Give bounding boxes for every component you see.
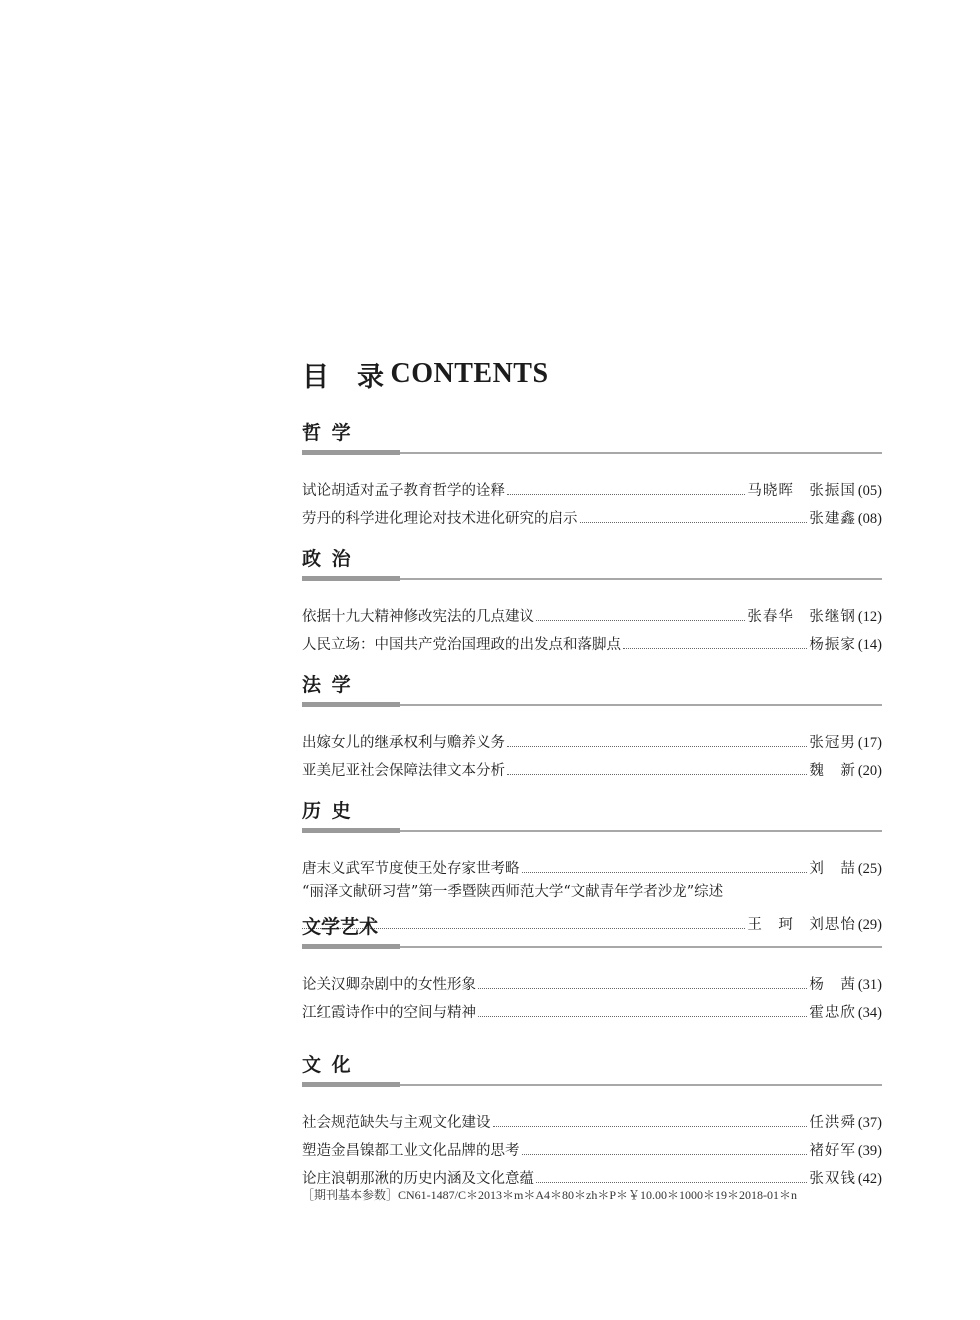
section-heading: 文学艺术 — [302, 916, 379, 938]
toc-title-chinese: 目 录 — [302, 361, 385, 393]
entry-page: (14) — [857, 637, 882, 653]
entry-title: 人民立场：中国共产党治国理政的出发点和落脚点 — [302, 637, 621, 653]
toc-entry[interactable] — [302, 966, 882, 994]
entry-authors: 魏 新 — [809, 763, 856, 779]
dot-leader — [623, 648, 807, 649]
section-law — [302, 672, 882, 780]
toc-entry[interactable] — [302, 850, 882, 878]
dot-leader — [507, 746, 807, 747]
entry-title: 依据十九大精神修改宪法的几点建议 — [302, 609, 534, 625]
dot-leader — [478, 1016, 807, 1017]
dot-leader — [536, 620, 745, 621]
entry-authors: 张春华 张继钢 — [747, 609, 856, 625]
toc-title — [302, 352, 882, 396]
section-literature-art — [302, 914, 882, 1022]
entry-page: (20) — [857, 763, 882, 779]
toc-entry[interactable] — [302, 626, 882, 654]
section-heading: 哲 学 — [302, 422, 353, 444]
toc-entry[interactable] — [302, 724, 882, 752]
section-heading: 历 史 — [302, 800, 353, 822]
entry-page: (12) — [857, 609, 882, 625]
section-rule — [302, 828, 882, 834]
entry-title: 出嫁女儿的继承权利与赡养义务 — [302, 735, 505, 751]
entry-page: (08) — [857, 511, 882, 527]
toc-entry[interactable] — [302, 1132, 882, 1160]
entry-title: 论庄浪朝那湫的历史内涵及文化意蕴 — [302, 1171, 534, 1187]
dot-leader — [478, 988, 807, 989]
toc-title-english: CONTENTS — [390, 358, 549, 389]
section-philosophy — [302, 420, 882, 528]
entry-page: (25) — [857, 861, 882, 877]
entry-authors: 马晓晖 张振国 — [747, 483, 856, 499]
entry-title: 亚美尼亚社会保障法律文本分析 — [302, 763, 505, 779]
entry-page: (34) — [857, 1005, 882, 1021]
dot-leader — [522, 1154, 808, 1155]
entry-authors: 张建鑫 — [809, 511, 856, 527]
entry-title: 塑造金昌镍都工业文化品牌的思考 — [302, 1143, 520, 1159]
entry-authors: 褚好军 — [809, 1143, 856, 1159]
entry-title: 江红霞诗作中的空间与精神 — [302, 1005, 476, 1021]
entry-page: (31) — [857, 977, 882, 993]
entry-title: 劳丹的科学进化理论对技术进化研究的启示 — [302, 511, 578, 527]
entry-title: 论关汉卿杂剧中的女性形象 — [302, 977, 476, 993]
entry-page: (29) — [857, 917, 882, 933]
entry-authors: 张冠男 — [809, 735, 856, 751]
entry-authors: 杨 茜 — [809, 977, 856, 993]
toc-entry[interactable] — [302, 1160, 882, 1188]
section-heading: 文 化 — [302, 1054, 353, 1076]
dot-leader — [493, 1126, 808, 1127]
toc-entry[interactable] — [302, 1104, 882, 1132]
table-of-contents — [302, 352, 882, 1188]
section-politics — [302, 546, 882, 654]
entry-title: 唐末义武军节度使王处存家世考略 — [302, 861, 520, 877]
section-rule — [302, 702, 882, 708]
entry-authors: 杨振家 — [809, 637, 856, 653]
toc-entry[interactable] — [302, 598, 882, 626]
dot-leader — [580, 522, 808, 523]
toc-entry[interactable] — [302, 994, 882, 1022]
entry-title: “丽泽文献研习营”第一季暨陕西师范大学“文献青年学者沙龙”综述 — [302, 884, 724, 900]
section-rule — [302, 576, 882, 582]
dot-leader — [522, 872, 808, 873]
dot-leader — [507, 774, 807, 775]
section-rule — [302, 944, 882, 950]
entry-page: (37) — [857, 1115, 882, 1131]
entry-title: 试论胡适对孟子教育哲学的诠释 — [302, 483, 505, 499]
toc-entry[interactable] — [302, 472, 882, 500]
section-heading: 法 学 — [302, 674, 353, 696]
section-rule — [302, 450, 882, 456]
dot-leader — [507, 494, 745, 495]
journal-parameters: ［期刊基本参数］CN61-1487/C＊2013＊m＊A4＊80＊zh＊P＊￥10.00＊1000＊19＊2018-01＊n — [302, 1188, 798, 1202]
dot-leader — [536, 1182, 807, 1183]
toc-entry[interactable] — [302, 500, 882, 528]
entry-page: (42) — [857, 1171, 882, 1187]
entry-page: (17) — [857, 735, 882, 751]
entry-authors: 王 珂 刘思怡 — [747, 917, 856, 933]
entry-authors: 任洪舜 — [809, 1115, 856, 1131]
entry-page: (39) — [857, 1143, 882, 1159]
toc-entry[interactable] — [302, 752, 882, 780]
entry-page: (05) — [857, 483, 882, 499]
entry-authors: 霍忠欣 — [809, 1005, 856, 1021]
entry-title: 社会规范缺失与主观文化建设 — [302, 1115, 491, 1131]
section-culture — [302, 1052, 882, 1188]
section-heading: 政 治 — [302, 548, 353, 570]
entry-authors: 张双钱 — [809, 1171, 856, 1187]
section-rule — [302, 1082, 882, 1088]
entry-authors: 刘 喆 — [809, 861, 856, 877]
